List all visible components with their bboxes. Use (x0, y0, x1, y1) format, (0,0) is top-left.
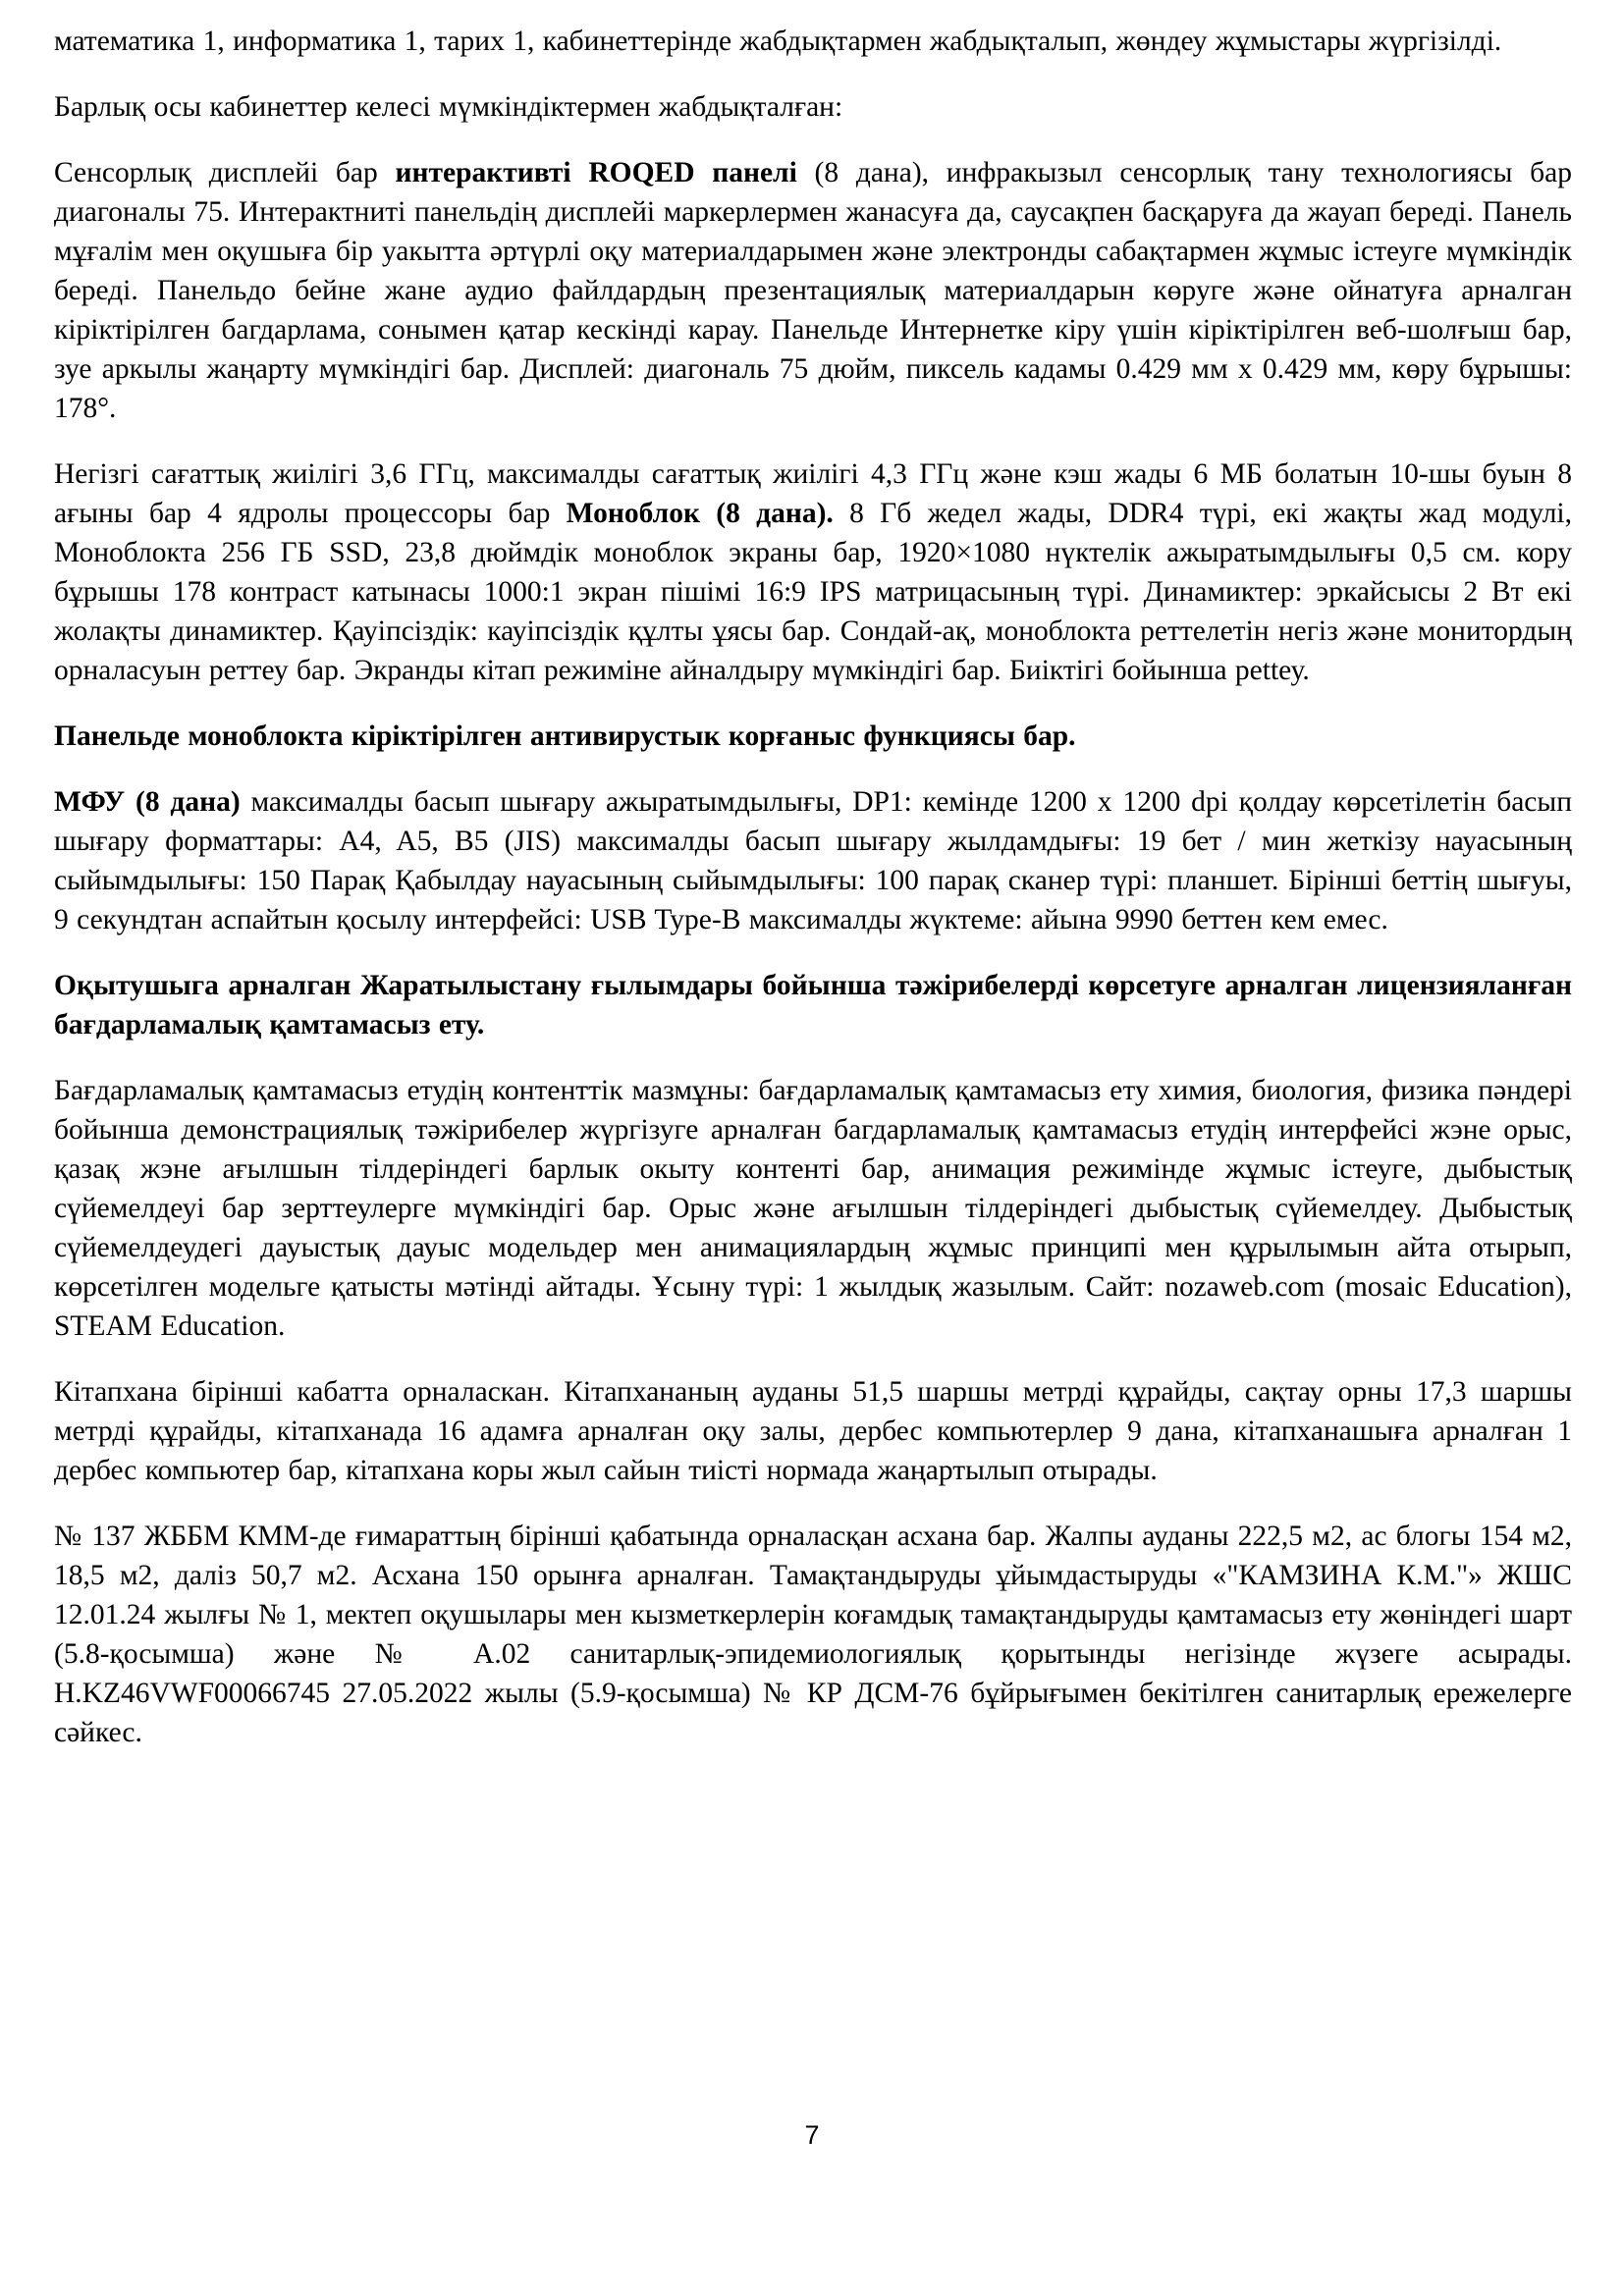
paragraph-equipment-intro (54, 22, 1572, 61)
text-run: 8 Гб жедел жады, DDR4 түрі, екі жақты жад модулі, Моноблокта 256 ГБ SSD, 23,8 дюймдік моноблок экраны бар, 1920×1080 нүктелік ажыратымдылығы 0,5 см. кору бұрышы 178 контраст катынасы 1000:1 экран пішімі 16:9 IPS матрицасының түрі. Динамиктер: эркайсысы 2 Вт екі жолақты динамиктер. Қауіпсіздік: кауіпсіздік құлты ұясы бар. Сондай-ақ, моноблокта реттелетін негіз және монитордың орналасуын реттеу бар. Экранды кітап режиміне айналдыру мүмкіндігі бар. Биіктігі бойынша реttеу. (54, 498, 1572, 686)
paragraph-cabinets-equipped (54, 87, 1572, 127)
text-run: Барлық осы кабинеттер келесі мүмкіндіктермен жабдықталған: (54, 91, 843, 123)
paragraph-monoblock (54, 454, 1572, 690)
text-run-bold: интерактивті ROQED панелі (395, 157, 797, 188)
text-run-bold: Моноблок (8 дана). (566, 498, 834, 529)
text-run: Бағдарламалық қамтамасыз етудің контенттік мазмұны: бағдарламалық қамтамасыз ету химия, биология, физика пәндері бойынша демонстрациялық тәжірибелер жүргізуге арналған багдарламалық қамтамасыз етудің интерфейсі жэне орыс, қазақ жэне ағылшын тілдеріндегі барлык окыту контенті бар, анимация режимінде жұмыс істеуге, дыбыстық сүйемелдеуі бар зерттеулерге мүмкіндігі бар. Орыс және ағылшын тілдеріндегі дыбыстық сүйемелдеу. Дыбыстық сүйемелдеудегі дауыстық дауыс модельдер мен анимациялардың жұмыс принципі мен құрылымын айта отырып, көрсетілген модельге қатысты мәтінді айтады. Ұсыну түрі: 1 жылдық жазылым. Сайт: nozaweb.com (mosaic Education), STEAM Education. (54, 1075, 1572, 1342)
text-run: Негізгі сағаттық жиілігі 3,6 ГГц, максималды сағаттық жиілігі 4,3 ГГц және кэш жады 6 МБ болатын 10-шы буын 8 ағыны бар 4 ядролы процессоры бар (54, 458, 1572, 529)
text-run: (8 дана), инфракызыл сенсорлық тану технологиясы бар диагоналы 75. Интерактниті панельдің дисплейі маркерлермен жанасуға да, саусақпен басқаруға да жауап береді. Панель мұғалім мен оқушыға бір уакытта әртүрлі оқу материалдарымен және электронды сабақтармен жұмыс істеуге мүмкіндік береді. Панельдо бейне жане аудио файлдардың презентациялық материалдарын көруге және ойнатуға арналган кіріктірілген багдарлама, сонымен қатар кескінді карау. Панельде Интернетке кіру үшін кіріктірілген веб-шолғыш бар, зуе аркылы жаңарту мүмкіндігі бар. Дисплей: диагональ 75 дюйм, пиксель кадамы 0.429 мм x 0.429 мм, көру бұрышы: 178°. (54, 157, 1572, 424)
text-run: математика 1, информатика 1, тарих 1, кабинеттерінде жабдықтармен жабдықталып, жөндеу жұмыстары жүргізілді. (54, 26, 1502, 57)
paragraph-library (54, 1372, 1572, 1490)
paragraph-canteen (54, 1517, 1572, 1752)
text-run-bold: Панельде моноблокта кіріктірілген антивирустык корғаныс функциясы бар. (54, 721, 1076, 752)
paragraph-mfu (54, 782, 1572, 939)
text-run: Кітапхана бірінші кабатта орналаскан. Кітапхананың ауданы 51,5 шаршы метрді құрайды, сақтау орны 17,3 шаршы метрді құрайды, кітапханада 16 адамға арналған оқу залы, дербес компьютерлер 9 дана, кітапханашыға арналған 1 дербес компьютер бар, кітапхана коры жыл сайын тиісті нормада жаңартылып отырады. (54, 1376, 1572, 1486)
paragraph-roqed-panel (54, 153, 1572, 428)
text-run: № 137 ЖББМ КММ-де ғимараттың бірінші қабатында орналасқан асхана бар. Жалпы ауданы 222,5 м2, ас блогы 154 м2, 18,5 м2, даліз 50,7 м2. Асхана 150 орынға арналған. Тамақтандыруды ұйымдастыруды «"КАМЗИНА К.М."» ЖШС 12.01.24 жылғы № 1, мектеп оқушылары мен кызметкерлерін коғамдық тамақтандыруды қамтамасыз ету жөніндегі шарт (5.8-қосымша) және № А.02 санитарлық-эпидемиологиялық қорытынды негізінде жүзеге асырады. H.KZ46VWF00066745 27.05.2022 жылы (5.9-қосымша) № КР ДСМ-76 бұйрығымен бекітілген санитарлық ережелерге сәйкес. (54, 1521, 1572, 1748)
text-run: Сенсорлық дисплейі бар (54, 157, 396, 188)
paragraph-antivirus (54, 717, 1572, 756)
text-run-bold: МФУ (8 дана) (54, 786, 241, 818)
document-body (54, 22, 1572, 1779)
text-run: максималды басып шығару ажыратымдылығы, DP1: кемінде 1200 x 1200 dpi қолдау көрсетілетін басып шығару форматтары: A4, A5, B5 (JIS) максималды басып шығару жылдамдығы: 19 бет / мин жеткізу науасының сыйымдылығы: 150 Парақ Қабылдау науасының сыйымдылығы: 100 парақ сканер түрі: планшет. Бірінші беттің шығуы, 9 секундтан аспайтын қосылу интерфейсі: USB Type-B максималды жүктеме: айына 9990 беттен кем емес. (54, 786, 1572, 935)
paragraph-software-content (54, 1071, 1572, 1346)
text-run-bold: Оқытушыга арналган Жаратылыстану ғылымдары бойынша тәжірибелерді көрсетуге арналган лицензияланған бағдарламалық қамтамасыз ету. (54, 970, 1572, 1041)
page-number: 7 (804, 2120, 820, 2150)
paragraph-software-heading (54, 966, 1572, 1044)
